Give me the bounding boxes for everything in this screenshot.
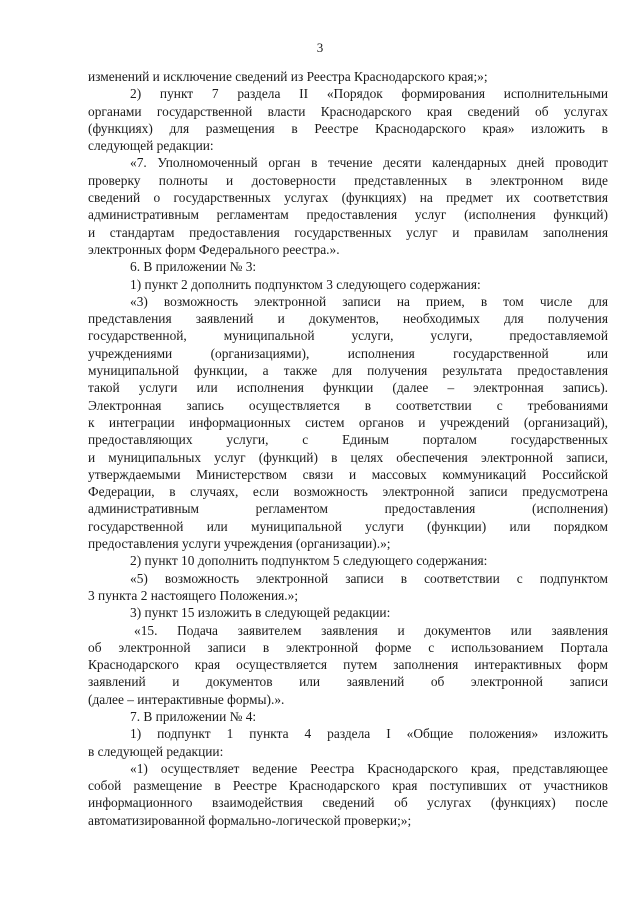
- text-line: сведений о государственных услугах (функциях) на предмет их соответствия: [88, 190, 608, 206]
- text-line: государственной, муниципальной услуги, услуги, предоставляемой: [88, 328, 608, 344]
- text-line: такой услуги или исполнения функции (далее – электронная запись).: [88, 380, 608, 396]
- text-line: «5) возможность электронной записи в соответствии с подпунктом: [130, 570, 608, 586]
- text-line: собой размещение в Реестре Краснодарского края поступивших от участников: [88, 778, 608, 794]
- text-line: Краснодарского края осуществляется путем заполнения интерактивных форм: [88, 657, 608, 673]
- text-line: (функциях) для размещения в Реестре Краснодарского края» изложить в: [88, 120, 608, 136]
- text-line: об электронной записи в электронной форме с использованием Портала: [88, 639, 608, 655]
- text-line: проверку полноты и достоверности представленных в электронном виде: [88, 172, 608, 188]
- text-line: электронных форм Федерального реестра.».: [88, 241, 340, 257]
- text-line: 1) пункт 2 дополнить подпунктом 3 следующего содержания:: [130, 276, 481, 292]
- text-line: предоставляющих услуги, с Единым порталом государственных: [88, 432, 608, 448]
- text-line: изменений и исключение сведений из Реестра Краснодарского края;»;: [88, 69, 488, 84]
- text-line: государственной или муниципальной услуги (функции) или порядком: [88, 518, 608, 534]
- text-line: к интеграции информационных систем органов и учреждений (организаций),: [88, 414, 608, 430]
- text-line: следующей редакции:: [88, 138, 214, 154]
- text-line: учреждениями (организациями), исполнения государственной или: [88, 345, 608, 361]
- text-line: 3) пункт 15 изложить в следующей редакции:: [130, 605, 391, 621]
- text-line: представления заявлений и документов, необходимых для получения: [88, 311, 608, 327]
- text-line: 3 пункта 2 настоящего Положения.»;: [88, 587, 299, 603]
- text-line: органами государственной власти Краснодарского края сведений об услугах: [88, 103, 608, 119]
- page-number: 3: [316, 40, 324, 55]
- text-line: Федерации, в случаях, если возможность электронной записи предусмотрена: [88, 484, 608, 500]
- text-line: заявлений и документов или заявлений об электронной записи: [88, 674, 608, 690]
- text-line: предоставления услуги учреждения (организации).»;: [88, 536, 391, 552]
- text-line: «3) возможность электронной записи на прием, в том числе для: [130, 293, 608, 309]
- text-line: в следующей редакции:: [88, 743, 224, 759]
- text-line: Электронная запись осуществляется в соответствии с требованиями: [88, 397, 608, 413]
- text-line: «1) осуществляет ведение Реестра Краснодарского края, представляющее: [130, 760, 608, 776]
- text-line: утверждаемыми Министерством связи и массовых коммуникаций Российской: [88, 466, 608, 482]
- text-line: 7. В приложении № 4:: [130, 708, 257, 724]
- text-line: муниципальной функции, а также для получения результата предоставления: [88, 363, 608, 379]
- text-line: автоматизированной формально-логической проверки;»;: [88, 812, 412, 828]
- text-line: административным регламентам предоставления услуг (исполнения функций): [88, 207, 608, 223]
- text-line: 2) пункт 10 дополнить подпунктом 5 следующего содержания:: [130, 553, 488, 569]
- text-line: 1) подпункт 1 пункта 4 раздела I «Общие положения» изложить: [130, 726, 608, 742]
- text-line: информационного взаимодействия сведений об услугах (функциях) после: [88, 795, 608, 811]
- text-line: «7. Уполномоченный орган в течение десяти календарных дней проводит: [130, 155, 608, 171]
- text-line: 6. В приложении № 3:: [130, 259, 257, 275]
- text-line: (далее – интерактивные формы).».: [88, 691, 285, 707]
- text-line: 2) пункт 7 раздела II «Порядок формирования исполнительными: [130, 86, 608, 102]
- text-line: «15. Подача заявителем заявления и документов или заявления: [134, 622, 608, 638]
- text-line: и муниципальных услуг (функций) в целях обеспечения электронной записи,: [88, 449, 608, 465]
- text-line: административным регламентом предоставления (исполнения): [88, 501, 608, 517]
- document-body: [88, 68, 608, 829]
- text-line: и стандартам предоставления государственных услуг и правилам заполнения: [88, 224, 608, 240]
